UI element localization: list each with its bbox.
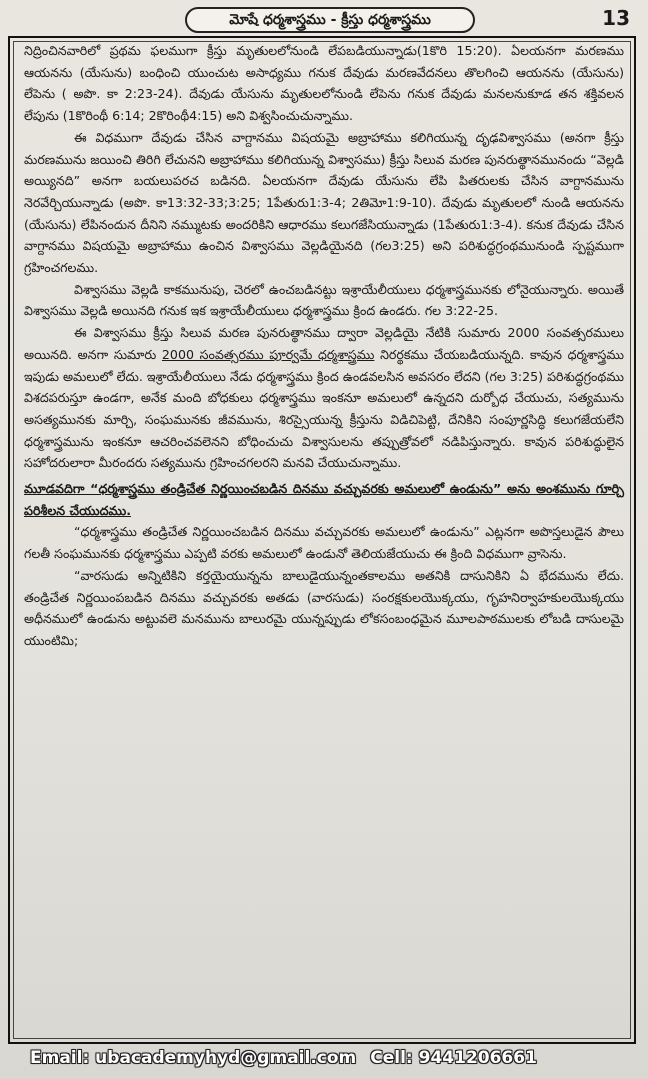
paragraph-4 xyxy=(24,322,624,474)
footer-email: Email: ubacademyhyd@gmail.com xyxy=(30,1048,357,1068)
paragraph-4-end: నిరర్థకము చేయబడియున్నది. కావున ధర్మశాస్త్రము ఇపుడు అమలులో లేదు. ఇశ్రాయేలీయులు నేడు ధర్మశాస్త్రము క్రింద ఉండవలసిన అవసరం లేదని (గల 3:25) పరిశుద్ధగ్రంథము విశదపరుస్తూ ఉండగా, అనేక మంది బోధకులు ధర్మశాస్త్రము ఇంకనూ అమలులో ఉన్నదని దుర్బోధ చేయుచు, సత్యమును అసత్యమునకు మార్చి, సంఘమునకు జీవమును, శిరస్సైయున్న క్రీస్తును విడిచిపెట్టి, దేనికిని సంపూర్ణసిద్ధి కలుగజేయలేని ధర్మశాస్త్రమును ఇంకనూ ఆచరించవలెనని బోధించుచు విశ్వాసులను తప్పుత్రోవలో నడిపిస్తున్నారు. కావున పరిశుద్ధులైన సహోదరులారా మీరందరు సత్యమును గ్రహించగలరని మనవి చేయుచున్నాము. xyxy=(24,346,625,471)
paragraph-4-start: ఈ విశ్వాసము క్రీస్తు సిలువ మరణ పునరుత్థానము ద్వారా వెల్లడియై నేటికి సుమారు 2000 సంవత్సరములు అయినది. అనగా సుమారు xyxy=(24,325,624,362)
page-header-title: మోషే ధర్మశాస్త్రము - క్రీస్తు ధర్మశాస్త్రము xyxy=(185,7,475,33)
footer-contact xyxy=(30,1046,630,1070)
paragraph-6: “వారసుడు అన్నిటికిని కర్తయైయున్నను బాలుడైయున్నంతకాలము అతనికి దాసునికిని ఏ భేదమును లేదు. తండ్రిచేత నిర్ణయింపబడిన దినము వచ్చువరకు అతడు (వారసుడు) సంరక్షకులయొక్కయు, గృహనిర్వాహకులయొక్కయు అధీనములో ఉండును అట్టువలె మనమును బాలురమై యున్నప్పుడు లోకసంబంధమైన మూలపాఠములకు లోబడి దాసులమై యుంటిమి; xyxy=(24,567,624,648)
paragraph-4-underlined: 2000 సంవత్సరము పూర్వమే ధర్మశాస్త్రము xyxy=(161,346,375,362)
footer-cell: Cell: 9441206661 xyxy=(370,1048,537,1068)
section-heading: మూడవదిగా “ధర్మశాస్త్రము తండ్రిచేత నిర్ణయించబడిన దినము వచ్చువరకు అమలులో ఉండును” అను అంశమును గూర్చి పరిశీలన చేయుదము. xyxy=(24,481,624,518)
paragraph-1: నిద్రించినవారిలో ప్రథమ ఫలముగా క్రీస్తు మృతులలోనుండి లేపబడియున్నాడు(1కొరి 15:20). ఏలయనగా మరణము ఆయనను (యేసును) బంధించి యుంచుట అసాధ్యము గనుక దేవుడు మరణవేదనలు తొలగించి ఆయనను (యేసును) లేపెను ( అపొ. కా 2:23-24). దేవుడు యేసును మృతులలోనుండి లేపెను గనుక దేవుడు మనలనుకూడ తన శక్తివలన లేపును (1కొరింథీ 6:14; 2కొరింథీ4:15) అని విశ్వసించుచున్నాము. xyxy=(24,43,624,124)
paragraph-3: విశ్వాసము వెల్లడి కాకమునుపు, చెరలో ఉంచబడినట్టు ఇశ్రాయేలీయులు ధర్మశాస్త్రమునకు లోనైయున్నారు. అయితే విశ్వాసము వెల్లడి అయినది గనుక ఇక ఇశ్రాయేలీయులు ధర్మశాస్త్రము క్రింద ఉండరు. గల 3:22-25. xyxy=(24,281,624,319)
page-number: 13 xyxy=(602,6,630,30)
paragraph-5: “ధర్మశాస్త్రము తండ్రిచేత నిర్ణయించబడిన దినము వచ్చువరకు అమలులో ఉండును” ఎట్లనగా అపొస్తలుడైన పౌలు గలతీ సంఘమునకు ధర్మశాస్త్రము ఎప్పటి వరకు అమలులో ఉండునో తెలియజేయుచు ఈ క్రింది విధముగా వ్రాసెను. xyxy=(24,524,624,562)
paragraph-2: ఈ విధముగా దేవుడు చేసిన వాగ్దానము విషయమై అబ్రాహాము కలిగియున్న దృఢవిశ్వాసము (అనగా క్రీస్తు మరణమును జయించి తిరిగి లేచునని అబ్రాహాము కలిగియున్న విశ్వాసము) క్రీస్తు సిలువ మరణ పునరుత్థానమునందు “వెల్లడి అయ్యినది” అనగా బయలుపరచ బడినది. ఏలయనగా దేవుడు యేసును లేపి పితరులకు చేసిన వాగ్దానమును నెరవేర్చియున్నాడు (అపొ. కా13:32-33;3:25; 1పేతురు1:3-4; 2తిమో1:9-10). దేవుడు మృతులలో నుండి ఆయనను (యేసును) లేపినందున దీనిని నమ్ముటకు అందరికిని ఆధారము కలుగజేసియున్నాడు (1పేతురు1:3-4). కనుక దేవుడు చేసిన వాగ్దానము విషయమై అబ్రాహాము ఉంచిన విశ్వాసము వెల్లడియైనది (గల3:25) అని పరిశుద్ధగ్రంథమునుండి స్పష్టముగా గ్రహించగలము. xyxy=(24,129,624,276)
document-body xyxy=(24,40,624,652)
